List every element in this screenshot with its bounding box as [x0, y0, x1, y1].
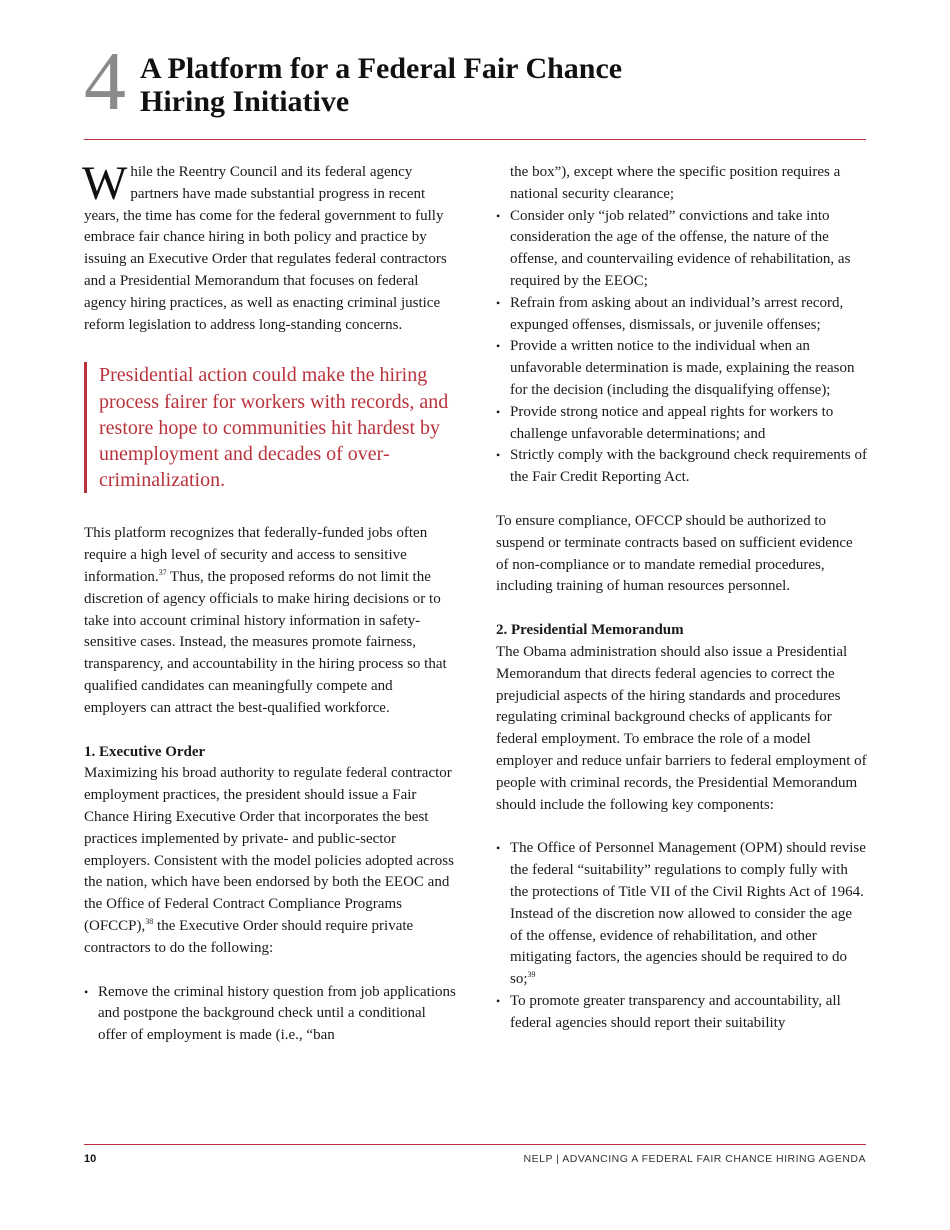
list-item-continuation: the box”), except where the specific position requires a national security clearance;	[510, 164, 841, 202]
list-item: • Provide a written notice to the individual when an unfavorable determination is made, explaining the reason for the decision (including the disqualifying offense);	[496, 336, 868, 401]
executive-order-list	[84, 982, 456, 1047]
footer-divider	[84, 1144, 866, 1145]
footnote-39: 39	[527, 970, 536, 980]
platform-paragraph: This platform recognizes that federally-funded jobs often require a high level of security and access to sensitive information.$^{37}$ Thus, the proposed reforms do not limit the discretion of agency officials to make hiring decisions or to take into account criminal history information in safety-sensitive cases. Instead, the measures promote fairness, transparency, and accountability in the hiring process so that qualified candidates can meaningfully compete and employers can attract the best-qualified workforce.	[84, 525, 447, 716]
running-footer: NELP | ADVANCING A FEDERAL FAIR CHANCE HIRING AGENDA	[523, 1153, 866, 1165]
title-line-1: A Platform for a Federal Fair Chance	[140, 52, 623, 85]
chapter-header	[84, 35, 866, 128]
list-item: • Refrain from asking about an individual’s arrest record, expunged offenses, dismissals, or juvenile offenses;	[496, 293, 868, 337]
footnote-38: 38	[145, 916, 154, 926]
compliance-paragraph: To ensure compliance, OFCCP should be authorized to suspend or terminate contracts based on sufficient evidence of non-compliance or to mandate remedial procedures, including training of human resources personnel.	[496, 512, 853, 595]
left-column	[82, 157, 456, 1047]
intro-paragraph: While the Reentry Council and its federal agency partners have made substantial progress in recent years, the time has come for the federal government to fully embrace fair chance hiring in both policy and practice by issuing an Executive Order that regulates federal contractors and a Presidential Memorandum that focuses on federal agency hiring practices, as well as enacting criminal justice reform legislation to address long-standing concerns.	[82, 157, 447, 333]
list-item: • Strictly comply with the background check requirements of the Fair Credit Reporting Act.	[496, 445, 868, 489]
section-heading-executive-order: 1. Executive Order	[84, 743, 206, 760]
header-divider	[84, 139, 866, 140]
memorandum-paragraph: The Obama administration should also issue a Presidential Memorandum that directs federal agencies to correct the prejudicial aspects of the hiring standards and procedures regulating criminal background checks of applicants for federal employment. To embrace the role of a model employer and reduce unfair barriers to federal employment of people with criminal records, the Presidential Memorandum should include the following key components:	[496, 643, 867, 813]
title-line-2: Hiring Initiative	[140, 85, 350, 118]
page-title	[140, 52, 622, 118]
drop-cap: W	[82, 157, 128, 210]
right-column	[496, 162, 868, 1034]
list-item: • The Office of Personnel Management (OPM) should revise the federal “suitability” regulations to comply fully with the protections of Title VII of the Civil Rights Act of 1964. Instead of the discretion now allowed to consider the age of the offense, evidence of rehabilitation, and other mitigating factors, the agencies should be required to do so;$^{39}$	[496, 838, 868, 991]
pull-quote: Presidential action could make the hiring process fairer for workers with records, and restore hope to communities hit hardest by unemployment and decades of over-criminalization.	[84, 362, 456, 493]
chapter-number: 4	[84, 35, 126, 128]
executive-order-list-continued	[496, 206, 868, 489]
list-item: • To promote greater transparency and accountability, all federal agencies should report their suitability	[496, 991, 868, 1035]
list-item: • Provide strong notice and appeal rights for workers to challenge unfavorable determinations; and	[496, 402, 868, 446]
list-item: • Consider only “job related” convictions and take into consideration the age of the offense, the nature of the offense, and countervailing evidence of rehabilitation, as required by the EEOC;	[496, 206, 868, 293]
executive-order-paragraph: Maximizing his broad authority to regulate federal contractor employment practices, the president should issue a Fair Chance Hiring Executive Order that incorporates the best practices implemented by private- and public-sector employers. Consistent with the model policies adopted across the nation, which have been endorsed by both the EEOC and the Office of Federal Contract Compliance Programs (OFCCP),$^{38}$ the Executive Order should require private contractors to do the following:	[84, 765, 454, 956]
memorandum-list	[496, 838, 868, 1034]
footnote-37: 37	[158, 567, 167, 577]
page-number: 10	[84, 1153, 97, 1165]
section-heading-presidential-memorandum: 2. Presidential Memorandum	[496, 622, 684, 639]
list-item: • Remove the criminal history question from job applications and postpone the background check until a conditional offer of employment is made (i.e., “ban	[84, 982, 456, 1047]
